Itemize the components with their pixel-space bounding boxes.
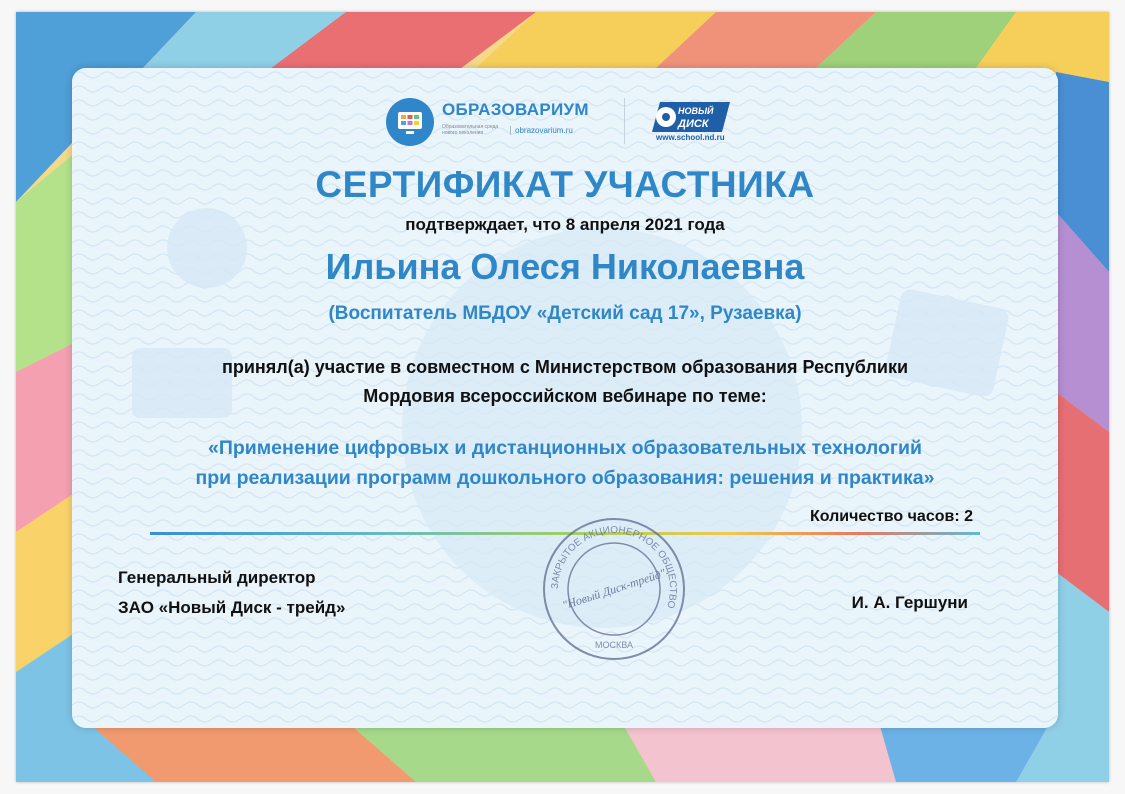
novy-disk-title-line1: НОВЫЙ <box>678 106 714 116</box>
certificate-card <box>72 68 1058 728</box>
certificate-page <box>16 12 1109 782</box>
obrazovarium-screen-icon <box>386 98 434 146</box>
stamp-center-text: "Новый Диск-трейд" <box>560 565 668 613</box>
novy-disk-logo <box>650 100 734 144</box>
novy-disk-site: www.school.nd.ru <box>656 133 725 142</box>
obrazovarium-site: obrazovarium.ru <box>510 126 573 135</box>
signer-name: И. А. Гершуни <box>851 593 968 612</box>
obrazovarium-title: ОБРАЗОВАРИУМ <box>442 100 589 119</box>
participant-name: Ильина Олеся Николаевна <box>325 246 805 287</box>
novy-disk-emblem <box>650 100 734 134</box>
obrazovarium-tagline: Образовательная среда нового поколения <box>442 124 499 136</box>
director-title: Генеральный директор ЗАО «Новый Диск - трейд» <box>118 568 346 617</box>
obrazovarium-logo <box>386 96 606 148</box>
certificate-title: СЕРТИФИКАТ УЧАСТНИКА <box>315 164 815 205</box>
stamp-ring-text: ЗАКРЫТОЕ АКЦИОНЕРНОЕ ОБЩЕСТВО <box>549 524 679 610</box>
stamp-bottom-text: МОСКВА <box>595 640 633 650</box>
novy-disk-title-line2: ДИСК <box>678 118 709 130</box>
participant-role: (Воспитатель МБДОУ «Детский сад 17», Рузаевка) <box>328 303 802 324</box>
logo-divider <box>624 98 625 144</box>
confirmation-line: подтверждает, что 8 апреля 2021 года <box>405 215 725 234</box>
hours-count: Количество часов: 2 <box>809 508 973 525</box>
webinar-topic: «Применение цифровых и дистанционных образовательных технологий при реализации программ дошкольного образования: решения и практика» <box>195 437 935 489</box>
company-stamp <box>532 514 696 664</box>
participation-text: принял(а) участие в совместном с Министерством образования Республики Мордовия всероссийском вебинаре по теме: <box>221 357 909 406</box>
